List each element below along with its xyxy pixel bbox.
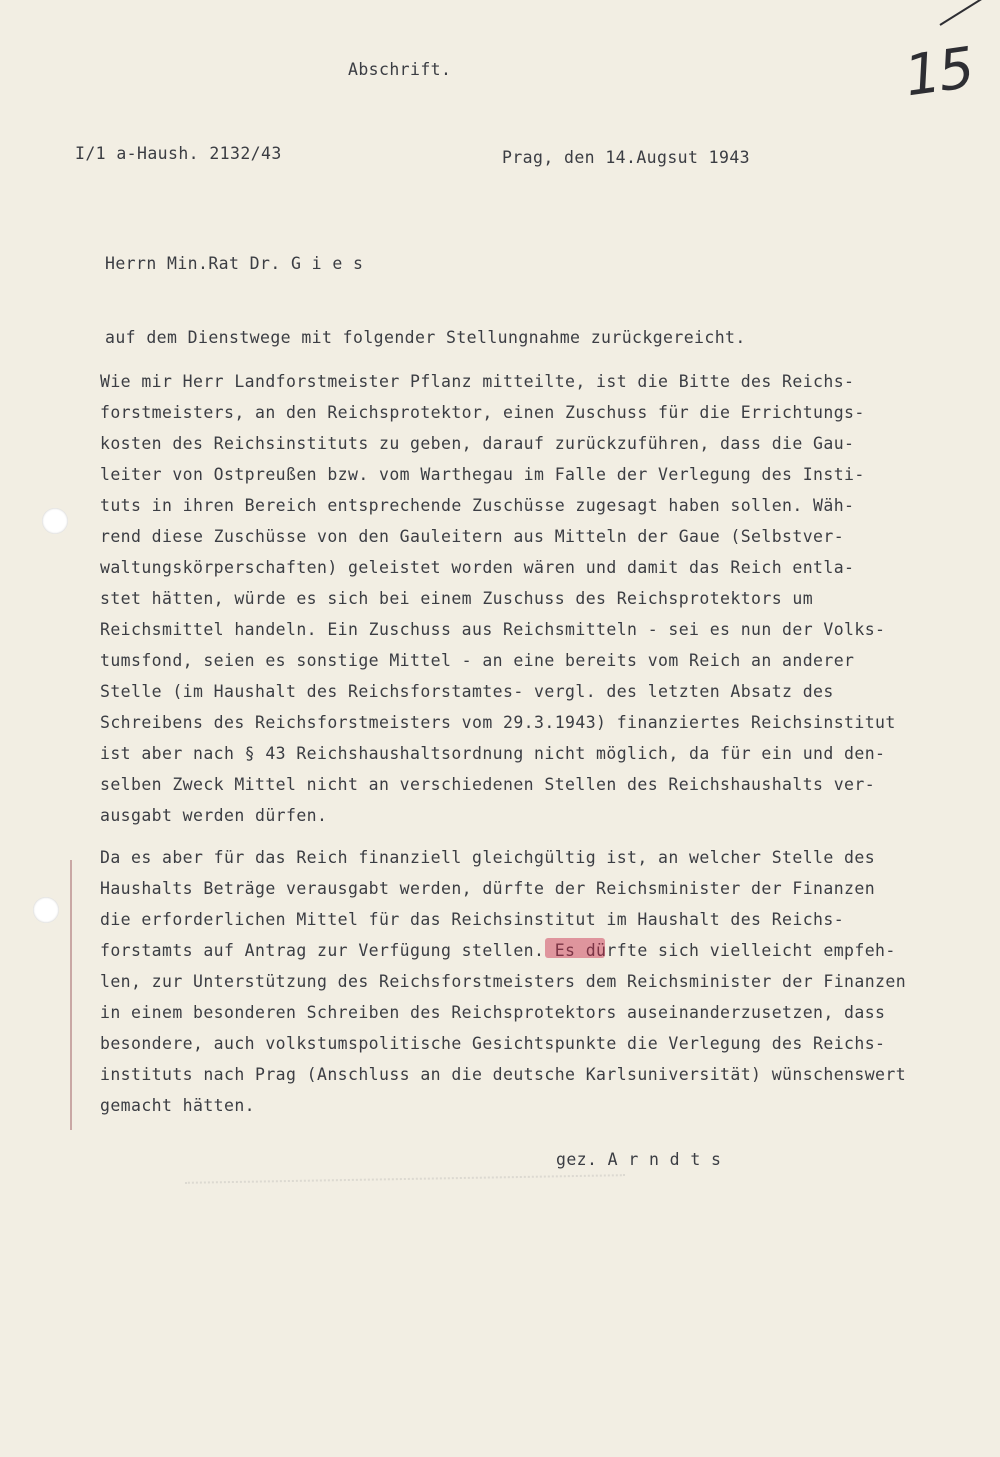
text-line: tuts in ihren Bereich entsprechende Zuschüsse zugesagt haben sollen. Wäh- [100, 496, 855, 515]
text-line: gemacht hätten. [100, 1096, 256, 1115]
text-line: stet hätten, würde es sich bei einem Zuschuss des Reichsprotektors um [100, 589, 814, 608]
text-line: selben Zweck Mittel nicht an verschiedenen Stellen des Reichshaushalts ver- [100, 775, 876, 794]
folio-pencil-stroke [939, 0, 991, 26]
text-line: Da es aber für das Reich finanziell gleichgültig ist, an welcher Stelle des [100, 848, 876, 867]
text-line: ist aber nach § 43 Reichshaushaltsordnung nicht möglich, da für ein und den- [100, 744, 886, 763]
text-line: die erforderlichen Mittel für das Reichsinstitut im Haushalt des Reichs- [100, 910, 845, 929]
reference-number: I/1 a-Haush. 2132/43 [75, 144, 282, 163]
paragraph-2 [100, 842, 960, 1121]
text-line: ausgabt werden dürfen. [100, 806, 328, 825]
text-line: tumsfond, seien es sonstige Mittel - an eine bereits vom Reich an anderer [100, 651, 855, 670]
punch-hole-bottom [33, 897, 59, 923]
text-line: len, zur Unterstützung des Reichsforstmeisters dem Reichsminister der Finanzen [100, 972, 907, 991]
signature-line: gez. A r n d t s [556, 1150, 722, 1169]
margin-mark [70, 860, 72, 1130]
text-line: Wie mir Herr Landforstmeister Pflanz mitteilte, ist die Bitte des Reichs- [100, 372, 855, 391]
document-title: Abschrift. [348, 60, 452, 79]
text-line: Schreibens des Reichsforstmeisters vom 29.3.1943) finanziertes Reichsinstitut [100, 713, 896, 732]
red-stamp-mark [545, 938, 605, 958]
text-line: instituts nach Prag (Anschluss an die deutsche Karlsuniversität) wünschenswert [100, 1065, 907, 1084]
text-line: besondere, auch volkstumspolitische Gesichtspunkte die Verlegung des Reichs- [100, 1034, 886, 1053]
intro-line: auf dem Dienstwege mit folgender Stellungnahme zurückgereicht. [105, 328, 746, 347]
text-line: waltungskörperschaften) geleistet worden wären und damit das Reich entla- [100, 558, 855, 577]
addressee: Herrn Min.Rat Dr. G i e s [105, 254, 364, 273]
text-line: rend diese Zuschüsse von den Gauleitern aus Mitteln der Gaue (Selbstver- [100, 527, 845, 546]
folio-number: 15 [900, 35, 977, 110]
text-line: in einem besonderen Schreiben des Reichsprotektors auseinanderzusetzen, dass [100, 1003, 886, 1022]
text-line: kosten des Reichsinstituts zu geben, darauf zurückzuführen, dass die Gau- [100, 434, 855, 453]
date-line: Prag, den 14.Augsut 1943 [502, 148, 751, 167]
text-line: forstmeisters, an den Reichsprotektor, einen Zuschuss für die Errichtungs- [100, 403, 865, 422]
show-through-text [185, 1174, 625, 1200]
text-line: forstamts auf Antrag zur Verfügung stellen. Es dürfte sich vielleicht empfeh- [100, 941, 896, 960]
text-line: leiter von Ostpreußen bzw. vom Warthegau im Falle der Verlegung des Insti- [100, 465, 865, 484]
text-line: Haushalts Beträge verausgabt werden, dürfte der Reichsminister der Finanzen [100, 879, 876, 898]
paragraph-1 [100, 366, 960, 831]
text-line: Reichsmittel handeln. Ein Zuschuss aus Reichsmitteln - sei es nun der Volks- [100, 620, 886, 639]
text-line: Stelle (im Haushalt des Reichsforstamtes- vergl. des letzten Absatz des [100, 682, 834, 701]
punch-hole-top [42, 508, 68, 534]
